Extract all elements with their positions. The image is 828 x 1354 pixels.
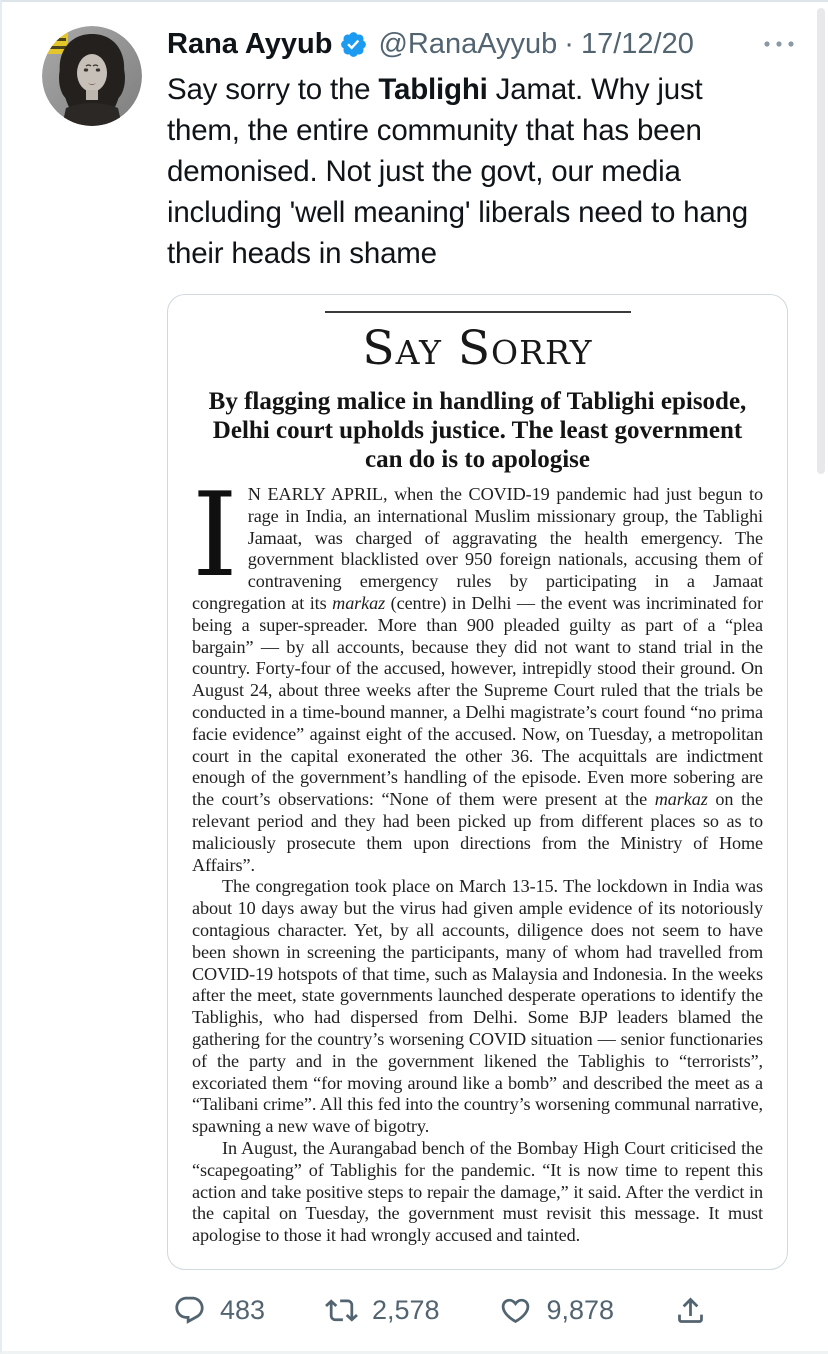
like-count: 9,878 [546,1294,615,1325]
author-handle[interactable]: @RanaAyyub [378,28,558,60]
article-headline: Say Sorry [362,321,593,376]
like-button[interactable] [499,1294,614,1327]
reply-button[interactable] [173,1294,265,1327]
retweet-button[interactable] [325,1294,440,1327]
avatar-face [77,54,107,92]
tweet-text: Say sorry to the Tablighi Jamat. Why just them, the entire community that has been demonised. Not just the govt, our media including 'well meaning' liberals need to hang their heads in shame [167,73,748,270]
article-paragraph-3: In August, the Aurangabad bench of the Bombay High Court criticised the “scapegoating” of Tablighis for the pandemic. “It is now time to repent this action and take positive steps to repair the damage,” it said. After the verdict in the capital on Tuesday, the government must revisit this message. It must apologise to those it had wrongly accused and tainted. [192,1137,763,1246]
article-image-card[interactable] [167,294,788,1270]
share-button[interactable] [674,1294,707,1327]
article-paragraph-2: The congregation took place on March 13-15. The lockdown in India was about 10 days away but the virus had given ample evidence of its notoriously contagious character. Yet, by all accounts, diligence does not seem to have been shown in screening the participants, many of whom had travelled from COVID-19 hotspots of that time, such as Malaysia and Indonesia. In the weeks after the meet, state governments launched desperate operations to identify the Tablighis, who had dispersed from Delhi. Some BJP leaders blamed the gathering for the country’s worsening COVID situation — senior functionaries of the party and in the government likened the Tablighis to “terrorists”, excoriated them “for moving around like a bomb” and described the meet as a “Talibani crime”. All this fed into the country’s worsening communal narrative, spawning a new wave of bigotry. [192,876,763,1137]
retweet-icon [325,1294,358,1327]
avatar-image [42,26,142,126]
tweet-action-bar [173,1294,707,1327]
tweet [2,2,828,1351]
avatar-shoulders [62,103,122,126]
retweet-count: 2,578 [371,1294,440,1325]
more-button[interactable] [760,34,798,54]
scrollbar-thumb[interactable] [817,8,825,474]
share-icon [674,1294,707,1327]
avatar[interactable] [42,26,142,126]
like-icon [499,1294,532,1327]
more-icon [762,38,796,50]
article-paragraph-1: I N EARLY APRIL, when the COVID-19 pandemic had just begun to rage in India, an international Muslim missionary group, the Tablighi Jamaat, was charged of aggravating the health emergency. The government blacklisted over 950 foreign nationals, accusing them of contravening emergency rules by participating in a Jamaat congregation at its markaz (centre) in Delhi — the event was incriminated for being a super-spreader. More than 900 pleaded guilty as part of a “plea bargain” — by all accounts, because they did not want to stand trial in the country. Forty-four of the accused, however, intrepidly stood their ground. On August 24, about three weeks after the Supreme Court ruled that the trials be conducted in a time-bound manner, a Delhi magistrate’s court found “no prima facie evidence” against eight of the accused. Now, on Tuesday, a metropolitan court in the capital exonerated the other 36. The acquittals are indictment enough of the government’s handling of the episode. Even more sobering are the court’s observations: “None of them were present at the markaz on the relevant period and they had been picked up from different places so as to maliciously prosecute them upon directions from the Ministry of Home Affairs”. [192,468,763,875]
reply-count: 483 [220,1294,266,1325]
avatar-column [42,26,142,1331]
tweet-content [167,26,798,1331]
tweet-date[interactable]: 17/12/20 [580,28,694,60]
tweet-header [167,26,798,62]
verified-badge-icon [339,30,368,59]
headline-rule [325,311,631,313]
author-name[interactable]: Rana Ayyub [167,28,333,60]
drop-cap: I [192,468,238,603]
date-separator: · [564,28,574,60]
reply-icon [173,1294,206,1327]
avatar-neck [86,90,98,100]
article-subtitle: By flagging malice in handling of Tablighi episode, Delhi court upholds justice. The least government can do is to apologise [208,388,747,473]
author-handle-and-date[interactable] [378,26,693,62]
